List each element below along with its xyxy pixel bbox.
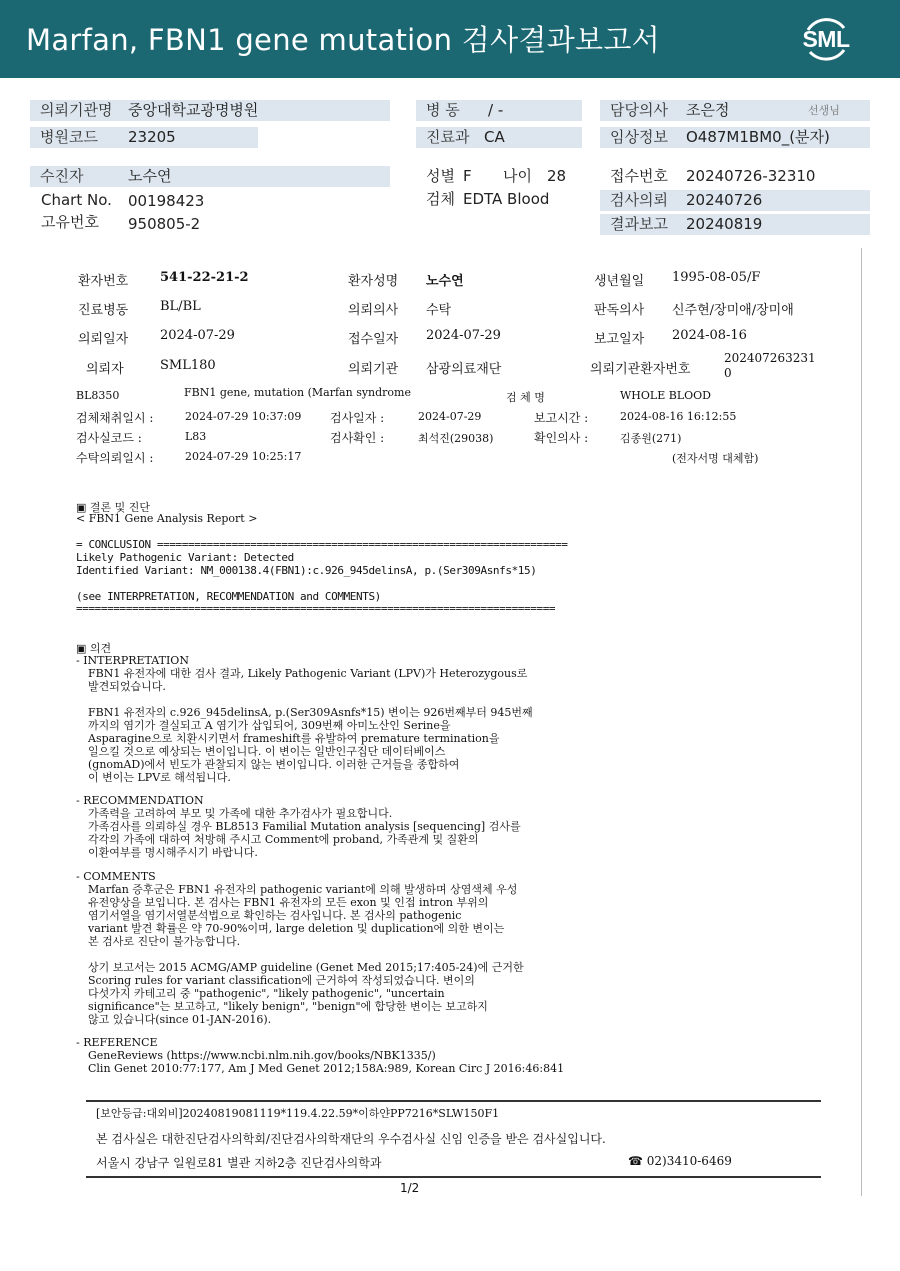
- inst-patient-no-value: 202407263231: [724, 351, 816, 365]
- ward-field: [416, 100, 582, 121]
- reference-heading: - REFERENCE: [76, 1036, 158, 1049]
- recommendation-heading: - RECOMMENDATION: [76, 794, 204, 807]
- consign-time-value: 2024-07-29 10:25:17: [185, 450, 302, 463]
- specimen-name-label: 검 체 명: [506, 391, 545, 404]
- reading-doctor-label: 판독의사: [594, 303, 645, 318]
- age-value: 28: [547, 167, 567, 185]
- test-confirm-value: 최석진(29038): [418, 432, 494, 445]
- interpretation-line: FBN1 유전자의 c.926_945delinsA, p.(Ser309Asnfs*15) 변이는 926번째부터 945번째: [88, 706, 533, 719]
- confirm-doctor-label: 확인의사 :: [534, 431, 589, 445]
- request-value: 20240726: [686, 191, 763, 209]
- req-doctor-label: 의뢰의사: [348, 303, 399, 318]
- page-number: 1/2: [400, 1181, 420, 1195]
- collect-time-label: 검체채취일시 :: [76, 411, 154, 425]
- conclusion-line: (see INTERPRETATION, RECOMMENDATION and COMMENTS): [76, 590, 381, 603]
- unique-no-label: 고유번호: [41, 213, 99, 231]
- doctor-label: 담당의사: [610, 101, 668, 119]
- comments-line: 염기서열을 염기서열분석법으로 확인하는 검사입니다. 본 검사의 pathogenic: [88, 909, 462, 922]
- interpretation-line: [88, 693, 533, 706]
- interpretation-line: 까지의 염기가 결실되고 A 염기가 삽입되어, 309번째 아미노산인 Serine을: [88, 719, 451, 732]
- reading-doctor-value: 신주현/장미애/장미애: [672, 303, 794, 318]
- confirm-doctor-value: 김종원(271): [620, 432, 682, 445]
- comments-block: [88, 883, 524, 1026]
- interpretation-line: (gnomAD)에서 빈도가 관찰되지 않는 변이입니다. 이러한 근거들을 종합하여: [88, 758, 460, 771]
- specimen-label: 검체: [426, 190, 455, 208]
- test-confirm-label: 검사확인 :: [330, 431, 385, 445]
- conclusion-rule: = CONCLUSION ==================================================================: [76, 538, 568, 551]
- institution-field: [30, 100, 390, 121]
- inst-patient-no-value-2: 0: [724, 366, 732, 380]
- interpretation-block: [88, 667, 533, 784]
- comments-line: 유전양상을 보입니다. 본 검사는 FBN1 유전자의 모든 exon 및 인접 intron 부위의: [88, 896, 489, 909]
- patient-value: 노수연: [128, 167, 172, 185]
- report-header: [0, 0, 900, 78]
- consign-time-label: 수탁의뢰일시 :: [76, 451, 154, 465]
- dept-label: 진료과: [426, 128, 470, 146]
- requester-value: SML180: [160, 358, 216, 373]
- clinical-label: 임상정보: [610, 128, 668, 146]
- sml-logo: [798, 14, 854, 62]
- recommendation-line: 각각의 가족에 대하여 처방해 주시고 Comment에 proband, 가족관계 및 질환의: [88, 833, 479, 846]
- comments-line: 않고 있습니다(since 01-JAN-2016).: [88, 1013, 272, 1026]
- req-doctor-value: 수탁: [426, 303, 452, 318]
- conclusion-line: [76, 577, 536, 590]
- patient-no-label: 환자번호: [78, 274, 129, 289]
- institution-label: 의뢰기관명: [40, 101, 113, 119]
- report-time-value: 2024-08-16 16:12:55: [620, 410, 737, 423]
- comments-line: significance"는 보고하고, "likely benign", "benign"에 합당한 변이는 보고하지: [88, 1000, 488, 1013]
- patient-field: [30, 166, 390, 187]
- section-opinion-title: ▣ 의견: [76, 642, 112, 655]
- doctor-value: 조은정: [686, 101, 730, 119]
- dept-field: [416, 127, 582, 148]
- hospital-code-label: 병원코드: [40, 128, 98, 146]
- receipt-date-value: 2024-07-29: [426, 328, 501, 343]
- interpretation-line: 이 변이는 LPV로 해석됩니다.: [88, 771, 231, 784]
- reference-line: Clin Genet 2010:77:177, Am J Med Genet 2012;158A:989, Korean Circ J 2016:46:841: [88, 1062, 565, 1075]
- report-date-scan-value: 2024-08-16: [672, 328, 747, 343]
- comments-line: [88, 948, 524, 961]
- test-code: BL8350: [76, 389, 120, 402]
- sex-value: F: [463, 167, 472, 185]
- patient-no-value: 541-22-21-2: [160, 270, 249, 285]
- e-signature-note: (전자서명 대체함): [672, 452, 759, 465]
- conclusion-end-rule: =============================================================================: [76, 602, 556, 615]
- patient-label: 수진자: [40, 167, 84, 185]
- recommendation-line: 가족력을 고려하여 부모 및 가족에 대한 추가검사가 필요합니다.: [88, 807, 393, 820]
- section-conclusion-title: ▣ 결론 및 진단: [76, 501, 151, 514]
- report-title: Marfan, FBN1 gene mutation 검사결과보고서: [26, 23, 660, 57]
- recommendation-line: 가족검사를 의뢰하실 경우 BL8513 Familial Mutation analysis [sequencing] 검사를: [88, 820, 521, 833]
- hospital-code-field: [30, 127, 258, 148]
- comments-line: 상기 보고서는 2015 ACMG/AMP guideline (Genet Med 2015;17:405-24)에 근거한: [88, 961, 524, 974]
- report-date-scan-label: 보고일자: [594, 332, 645, 347]
- doctor-suffix: 선생님: [808, 104, 840, 117]
- receipt-date-label: 접수일자: [348, 332, 399, 347]
- interpretation-line: 발견되었습니다.: [88, 680, 166, 693]
- specimen-name-value: WHOLE BLOOD: [620, 389, 711, 402]
- request-label: 검사의뢰: [610, 191, 668, 209]
- request-date-label: 의뢰일자: [78, 332, 129, 347]
- section-conclusion-subtitle: < FBN1 Gene Analysis Report >: [76, 512, 258, 525]
- birth-value: 1995-08-05/F: [672, 270, 761, 285]
- report-time-label: 보고시간 :: [534, 411, 589, 425]
- report-date-value: 20240819: [686, 215, 763, 233]
- page-edge-line: [861, 248, 862, 1196]
- inst-patient-no-label: 의뢰기관환자번호: [590, 362, 691, 377]
- lab-code-value: L83: [185, 430, 207, 443]
- age-label: 나이: [503, 167, 532, 185]
- logo-text: SML: [802, 26, 850, 52]
- conclusion-line: Likely Pathogenic Variant: Detected: [76, 551, 294, 564]
- comments-line: Marfan 증후군은 FBN1 유전자의 pathogenic variant에 의해 발생하며 상염색체 우성: [88, 883, 518, 896]
- unique-no-value: 950805-2: [128, 215, 201, 233]
- patient-name-value: 노수연: [426, 274, 464, 289]
- footer-rule: [86, 1100, 821, 1102]
- collect-time-value: 2024-07-29 10:37:09: [185, 410, 302, 423]
- receipt-value: 20240726-32310: [686, 167, 816, 185]
- reference-line: GeneReviews (https://www.ncbi.nlm.nih.gov/books/NBK1335/): [88, 1049, 436, 1062]
- req-institution-value: 삼광의료재단: [426, 362, 502, 377]
- address-line: 서울시 강남구 일원로81 별관 지하2층 진단검사의학과: [96, 1156, 382, 1170]
- comments-line: 본 검사로 진단이 불가능합니다.: [88, 935, 241, 948]
- requester-label: 의뢰자: [86, 362, 124, 377]
- receipt-label: 접수번호: [610, 167, 668, 185]
- request-field: [600, 190, 870, 211]
- patient-name-label: 환자성명: [348, 274, 399, 289]
- interpretation-line: 일으킬 것으로 예상되는 변이입니다. 이 변이는 일반인구집단 데이터베이스: [88, 745, 446, 758]
- institution-value: 중앙대학교광명병원: [128, 101, 259, 119]
- test-date-label: 검사일자 :: [330, 411, 385, 425]
- footer-rule-bottom: [86, 1176, 821, 1178]
- ward-label: 병 동: [426, 101, 460, 119]
- report-date-field: [600, 214, 870, 235]
- lab-code-label: 검사실코드 :: [76, 431, 142, 445]
- interpretation-line: Asparagine으로 치환시키면서 frameshift를 유발하여 premature termination을: [88, 732, 500, 745]
- ward-scan-label: 진료병동: [78, 303, 129, 318]
- interpretation-heading: - INTERPRETATION: [76, 654, 189, 667]
- birth-label: 생년월일: [594, 274, 645, 289]
- recommendation-line: 이환여부를 명시해주시기 바랍니다.: [88, 846, 258, 859]
- interpretation-line: FBN1 유전자에 대한 검사 결과, Likely Pathogenic Variant (LPV)가 Heterozygous로: [88, 667, 528, 680]
- comments-heading: - COMMENTS: [76, 870, 156, 883]
- comments-line: Scoring rules for variant classification에 근거하여 작성되었습니다. 변이의: [88, 974, 475, 987]
- recommendation-block: [88, 807, 521, 859]
- clinical-value: O487M1BM0_(분자): [686, 128, 830, 146]
- certification-line: 본 검사실은 대한진단검사의학회/진단검사의학재단의 우수검사실 신임 인증을 받은 검사실입니다.: [96, 1132, 606, 1146]
- test-date-value: 2024-07-29: [418, 410, 482, 423]
- ward-value: / -: [488, 101, 504, 119]
- ward-scan-value: BL/BL: [160, 299, 201, 314]
- conclusion-line: Identified Variant: NM_000138.4(FBN1):c.926_945delinsA, p.(Ser309Asnfs*15): [76, 564, 537, 577]
- sex-label: 성별: [426, 167, 455, 185]
- specimen-value: EDTA Blood: [463, 190, 550, 208]
- comments-line: variant 발견 확률은 약 70-90%이며, large deletion 및 duplication에 의한 변이는: [88, 922, 505, 935]
- request-date-value: 2024-07-29: [160, 328, 235, 343]
- phone-line: ☎ 02)3410-6469: [628, 1154, 732, 1168]
- req-institution-label: 의뢰기관: [348, 362, 399, 377]
- doctor-field: [600, 100, 870, 121]
- test-name: FBN1 gene, mutation (Marfan syndrome: [184, 386, 411, 399]
- hospital-code-value: 23205: [128, 128, 176, 146]
- security-line: [보안등급:대외비]20240819081119*119.4.22.59*이하얀PP7216*SLW150F1: [96, 1107, 500, 1120]
- reference-block: [88, 1049, 564, 1075]
- chart-no-value: 00198423: [128, 192, 205, 210]
- dept-value: CA: [484, 128, 505, 146]
- conclusion-block: [76, 551, 536, 603]
- comments-line: 다섯가지 카테고리 중 "pathogenic", "likely pathogenic", "uncertain: [88, 987, 445, 1000]
- report-date-label: 결과보고: [610, 215, 668, 233]
- clinical-field: [600, 127, 870, 148]
- chart-no-label: Chart No.: [41, 191, 112, 209]
